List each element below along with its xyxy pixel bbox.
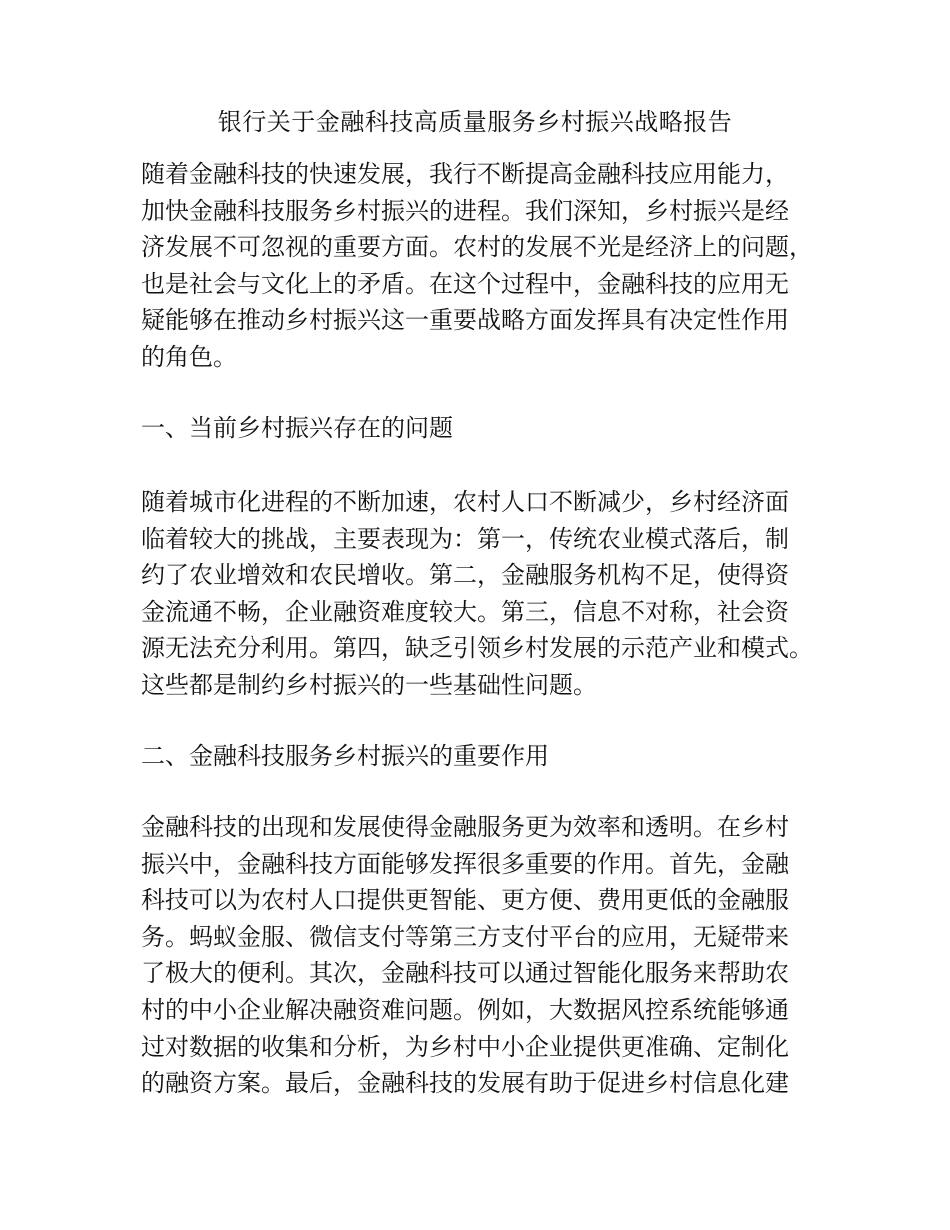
paragraph-line: 科技可以为农村人口提供更智能、更方便、费用更低的金融服	[141, 886, 789, 915]
paragraph-line: 的融资方案。最后，金融科技的发展有助于促进乡村信息化建	[141, 1069, 789, 1098]
paragraph-line: 这些都是制约乡村振兴的一些基础性问题。	[141, 670, 597, 699]
paragraph-line: 过对数据的收集和分析，为乡村中小企业提供更准确、定制化	[141, 1032, 789, 1061]
section-heading-text: 一、当前乡村振兴存在的问题	[141, 414, 453, 442]
section-heading-text: 二、金融科技服务乡村振兴的重要作用	[141, 742, 549, 770]
paragraph-intro	[141, 156, 821, 376]
paragraph-line: 金流通不畅，企业融资难度较大。第三，信息不对称，社会资	[141, 597, 789, 626]
paragraph-line: 村的中小企业解决融资难问题。例如，大数据风控系统能够通	[141, 995, 789, 1024]
paragraph-line: 随着城市化进程的不断加速，农村人口不断减少，乡村经济面	[141, 488, 789, 516]
section-heading-role	[141, 738, 821, 775]
paragraph-line: 源无法充分利用。第四，缺乏引领乡村发展的示范产业和模式。	[141, 634, 813, 663]
paragraph-line: 了极大的便利。其次，金融科技可以通过智能化服务来帮助农	[141, 959, 789, 988]
paragraph-line: 疑能够在推动乡村振兴这一重要战略方面发挥具有决定性作用	[141, 306, 789, 335]
paragraph-role	[141, 809, 821, 1102]
paragraph-line: 也是社会与文化上的矛盾。在这个过程中，金融科技的应用无	[141, 269, 789, 298]
paragraph-line: 金融科技的出现和发展使得金融服务更为效率和透明。在乡村	[141, 813, 789, 841]
paragraph-line: 振兴中，金融科技方面能够发挥很多重要的作用。首先，金融	[141, 849, 789, 878]
paragraph-line: 加快金融科技服务乡村振兴的进程。我们深知，乡村振兴是经	[141, 196, 789, 225]
document-title: 银行关于金融科技高质量服务乡村振兴战略报告	[217, 108, 733, 136]
paragraph-line: 的角色。	[141, 342, 237, 371]
paragraph-problems	[141, 484, 821, 704]
paragraph-line: 务。蚂蚁金服、微信支付等第三方支付平台的应用，无疑带来	[141, 922, 789, 951]
section-heading-problems	[141, 410, 821, 447]
paragraph-line: 随着金融科技的快速发展，我行不断提高金融科技应用能力，	[141, 160, 789, 188]
paragraph-line: 临着较大的挑战，主要表现为：第一，传统农业模式落后，制	[141, 524, 789, 553]
paragraph-line: 济发展不可忽视的重要方面。农村的发展不光是经济上的问题，	[141, 233, 813, 262]
paragraph-line: 约了农业增效和农民增收。第二，金融服务机构不足，使得资	[141, 561, 789, 590]
